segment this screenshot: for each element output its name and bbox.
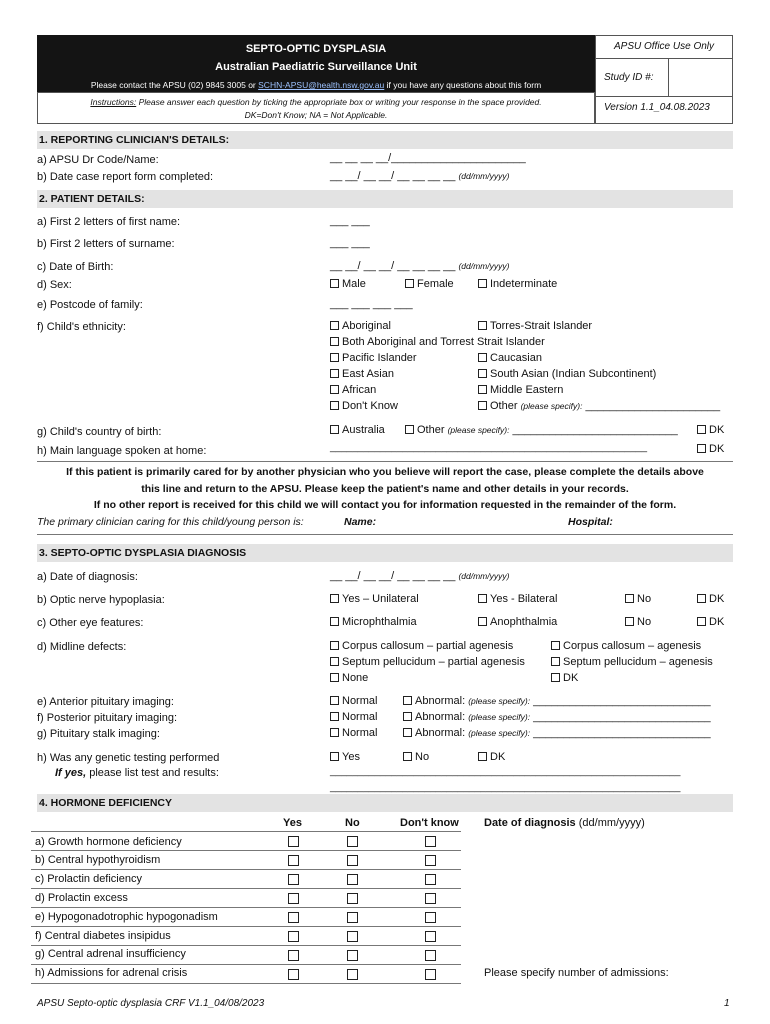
hormone-row-7-no[interactable] (347, 969, 358, 980)
q2f-label: f) Child's ethnicity: (37, 321, 126, 333)
checkbox-icon (330, 321, 339, 330)
hormone-row-6-no[interactable] (347, 950, 358, 961)
eth-east-asian[interactable]: East Asian (330, 368, 394, 380)
q1a-label: a) APSU Dr Code/Name: (37, 154, 159, 166)
hormone-row-7-yes[interactable] (288, 969, 299, 980)
hormone-row-4-yes[interactable] (288, 912, 299, 923)
sex-male[interactable]: Male (330, 278, 366, 290)
midline-sp-agenesis[interactable]: Septum pellucidum – agenesis (551, 656, 713, 668)
eth-african[interactable]: African (330, 384, 376, 396)
anterior-normal[interactable]: Normal (330, 695, 377, 707)
q1b-field[interactable]: __ __/ __ __/ __ __ __ __ (dd/mm/yyyy) (330, 170, 510, 182)
checkbox-icon (330, 369, 339, 378)
q2c-label: c) Date of Birth: (37, 261, 114, 273)
midline-cc-agenesis[interactable]: Corpus callosum – agenesis (551, 640, 701, 652)
checkbox-icon (478, 617, 487, 626)
hormone-row-0-no[interactable] (347, 836, 358, 847)
checkbox-icon (403, 752, 412, 761)
q2b-field[interactable]: ___ ___ (330, 237, 370, 249)
q1a-field[interactable]: __ __ __ __/______________________ (330, 152, 526, 164)
q2e-field[interactable]: ___ ___ ___ ___ (330, 298, 413, 310)
checkbox-icon (330, 617, 339, 626)
checkbox-icon (403, 696, 412, 705)
sex-female[interactable]: Female (405, 278, 454, 290)
q2c-field[interactable]: __ __/ __ __/ __ __ __ __ (dd/mm/yyyy) (330, 260, 510, 272)
midline-cc-partial[interactable]: Corpus callosum – partial agenesis (330, 640, 513, 652)
hormone-row-label: g) Central adrenal insufficiency (35, 948, 186, 960)
study-id-field[interactable] (669, 60, 732, 96)
hormone-row-label: f) Central diabetes insipidus (35, 930, 171, 942)
notice-line-1: If this patient is primarily cared for by another physician who you believe will report the case, please complete the details above (66, 466, 704, 478)
checkbox-icon (478, 401, 487, 410)
onh-no[interactable]: No (625, 593, 651, 605)
q3g-label: g) Pituitary stalk imaging: (37, 728, 160, 740)
genetic-results-line-2[interactable]: _______________________________________________________________ (330, 782, 681, 793)
midline-dk[interactable]: DK (551, 672, 578, 684)
checkbox-icon (330, 594, 339, 603)
hormone-row-label: d) Prolactin excess (35, 892, 128, 904)
hormone-row-2-no[interactable] (347, 874, 358, 885)
checkbox-icon (330, 657, 339, 666)
office-use-title: APSU Office Use Only (596, 36, 732, 59)
checkbox-icon (697, 594, 706, 603)
hormone-row-4-no[interactable] (347, 912, 358, 923)
stalk-abnormal[interactable]: Abnormal: (please specify): _____________________________ (403, 727, 711, 739)
checkbox-icon (551, 657, 560, 666)
col-yes: Yes (283, 817, 302, 829)
q2d-label: d) Sex: (37, 279, 72, 291)
q3h-label: h) Was any genetic testing performed (37, 752, 220, 764)
checkbox-icon (330, 696, 339, 705)
q1b-label: b) Date case report form completed: (37, 171, 214, 183)
admissions-note: Please specify number of admissions: (484, 967, 669, 979)
checkbox-icon (330, 337, 339, 346)
primary-divider (37, 534, 733, 535)
hormone-row-6-yes[interactable] (288, 950, 299, 961)
checkbox-icon (403, 728, 412, 737)
footer-version: APSU Septo-optic dysplasia CRF V1.1_04/08/2023 (37, 998, 265, 1009)
hormone-row-3-yes[interactable] (288, 893, 299, 904)
posterior-normal[interactable]: Normal (330, 711, 377, 723)
eth-caucasian[interactable]: Caucasian (478, 352, 542, 364)
genetic-dk[interactable]: DK (478, 751, 505, 763)
q3e-label: e) Anterior pituitary imaging: (37, 696, 174, 708)
study-id-label: Study ID #: (596, 59, 732, 97)
hormone-row-1-dk[interactable] (425, 855, 436, 866)
hormone-row-2-yes[interactable] (288, 874, 299, 885)
q2h-field[interactable]: _________________________________________________________ (330, 442, 648, 453)
page-number: 1 (724, 998, 730, 1009)
contact-email-link[interactable]: SCHN-APSU@health.nsw.gov.au (258, 80, 385, 90)
hormone-row-label: c) Prolactin deficiency (35, 873, 142, 885)
q3c-label: c) Other eye features: (37, 617, 144, 629)
section-3-title: 3. SEPTO-OPTIC DYSPLASIA DIAGNOSIS (37, 544, 733, 562)
checkbox-icon (403, 712, 412, 721)
genetic-yes[interactable]: Yes (330, 751, 360, 763)
eth-aboriginal[interactable]: Aboriginal (330, 320, 391, 332)
checkbox-icon (697, 617, 706, 626)
checkbox-icon (330, 728, 339, 737)
language-dk[interactable]: DK (697, 443, 724, 455)
midline-none[interactable]: None (330, 672, 368, 684)
hormone-row-4-dk[interactable] (425, 912, 436, 923)
instructions-box: Instructions: Please answer each question by ticking the appropriate box or writing your response in the space provided. DK=Don't Know; NA = Not Applicable. (37, 92, 595, 124)
midline-sp-partial[interactable]: Septum pellucidum – partial agenesis (330, 656, 525, 668)
q2a-label: a) First 2 letters of first name: (37, 216, 181, 228)
version-label: Version 1.1_04.08.2023 (604, 102, 710, 113)
hormone-row-1-no[interactable] (347, 855, 358, 866)
q3d-label: d) Midline defects: (37, 641, 127, 653)
eth-south-asian[interactable]: South Asian (Indian Subcontinent) (478, 368, 656, 380)
checkbox-icon (625, 594, 634, 603)
q2e-label: e) Postcode of family: (37, 299, 143, 311)
q3a-label: a) Date of diagnosis: (37, 571, 138, 583)
q2b-label: b) First 2 letters of surname: (37, 238, 175, 250)
checkbox-icon (478, 321, 487, 330)
form-unit: Australian Paediatric Surveillance Unit (215, 61, 417, 73)
col-no: No (345, 817, 360, 829)
checkbox-icon (551, 641, 560, 650)
checkbox-icon (330, 353, 339, 362)
checkbox-icon (330, 752, 339, 761)
primary-name-label[interactable]: Name: (344, 516, 377, 528)
eth-both[interactable]: Both Aboriginal and Torrest Strait Islander (330, 336, 545, 348)
checkbox-icon (330, 279, 339, 288)
checkbox-icon (697, 444, 706, 453)
eye-no[interactable]: No (625, 616, 651, 628)
primary-clinician-label: The primary clinician caring for this child/young person is: (37, 516, 304, 528)
checkbox-icon (330, 673, 339, 682)
birth-australia[interactable]: Australia (330, 424, 385, 436)
checkbox-icon (478, 594, 487, 603)
q3f-label: f) Posterior pituitary imaging: (37, 712, 177, 724)
col-dont-know: Don't know (400, 817, 459, 829)
q2g-label: g) Child's country of birth: (37, 426, 162, 438)
q3h-sublabel: If yes, please list test and results: (55, 767, 219, 779)
form-header (37, 35, 595, 92)
genetic-no[interactable]: No (403, 751, 429, 763)
notice-line-2: this line and return to the APSU. Please keep the patient's name and other details in your records. (141, 483, 629, 495)
primary-hospital-label[interactable]: Hospital: (568, 516, 613, 528)
birth-other[interactable]: Other (please specify): ___________________________ (405, 424, 678, 436)
hormone-row-5-yes[interactable] (288, 931, 299, 942)
q2a-field[interactable]: ___ ___ (330, 215, 370, 227)
eth-middle-eastern[interactable]: Middle Eastern (478, 384, 563, 396)
contact-line: Please contact the APSU (02) 9845 3005 or SCHN-APSU@health.nsw.gov.au if you have any questions about this form (90, 80, 542, 90)
form-title: SEPTO-OPTIC DYSPLASIA (245, 43, 387, 55)
hormone-row-6-dk[interactable] (425, 950, 436, 961)
birth-dk[interactable]: DK (697, 424, 724, 436)
eye-dk[interactable]: DK (697, 616, 724, 628)
checkbox-icon (330, 425, 339, 434)
office-use-box (595, 35, 733, 124)
eth-pacific[interactable]: Pacific Islander (330, 352, 417, 364)
anterior-abnormal[interactable]: Abnormal: (please specify): _____________________________ (403, 695, 711, 707)
checkbox-icon (405, 279, 414, 288)
q3a-field[interactable]: __ __/ __ __/ __ __ __ __ (dd/mm/yyyy) (330, 570, 510, 582)
checkbox-icon (478, 279, 487, 288)
stalk-normal[interactable]: Normal (330, 727, 377, 739)
onh-dk[interactable]: DK (697, 593, 724, 605)
hormone-row-1-yes[interactable] (288, 855, 299, 866)
section-4-title: 4. HORMONE DEFICIENCY (37, 794, 733, 812)
eye-microphthalmia[interactable]: Microphthalmia (330, 616, 417, 628)
hormone-row-5-dk[interactable] (425, 931, 436, 942)
eth-other[interactable]: Other (please specify): ______________________ (478, 400, 720, 412)
hormone-row-label: b) Central hypothyroidism (35, 854, 161, 866)
hormone-row-label: a) Growth hormone deficiency (35, 836, 182, 848)
checkbox-icon (478, 752, 487, 761)
hormone-row-5-no[interactable] (347, 931, 358, 942)
hormone-row-3-no[interactable] (347, 893, 358, 904)
checkbox-icon (551, 673, 560, 682)
hormone-row-2-dk[interactable] (425, 874, 436, 885)
posterior-abnormal[interactable]: Abnormal: (please specify): _____________________________ (403, 711, 711, 723)
checkbox-icon (405, 425, 414, 434)
hormone-row-0-dk[interactable] (425, 836, 436, 847)
eth-dont-know[interactable]: Don't Know (330, 400, 398, 412)
notice-line-3: If no other report is received for this child we will contact you for information requested in the remainder of the form. (93, 499, 677, 511)
col-date: Date of diagnosis (dd/mm/yyyy) (484, 817, 645, 829)
checkbox-icon (330, 712, 339, 721)
onh-unilateral[interactable]: Yes – Unilateral (330, 593, 419, 605)
checkbox-icon (330, 401, 339, 410)
checkbox-icon (697, 425, 706, 434)
section-1-title: 1. REPORTING CLINICIAN'S DETAILS: (37, 131, 733, 149)
hormone-row-3-dk[interactable] (425, 893, 436, 904)
eth-torres-strait[interactable]: Torres-Strait Islander (478, 320, 592, 332)
checkbox-icon (330, 385, 339, 394)
q3b-label: b) Optic nerve hypoplasia: (37, 594, 165, 606)
checkbox-icon (478, 353, 487, 362)
checkbox-icon (478, 385, 487, 394)
hormone-row-label: e) Hypogonadotrophic hypogonadism (35, 911, 218, 923)
checkbox-icon (330, 641, 339, 650)
notice-divider (37, 461, 733, 462)
hormone-row-0-yes[interactable] (288, 836, 299, 847)
checkbox-icon (478, 369, 487, 378)
checkbox-icon (625, 617, 634, 626)
hormone-row-label: h) Admissions for adrenal crisis (35, 967, 188, 979)
sex-indeterminate[interactable]: Indeterminate (478, 278, 557, 290)
onh-bilateral[interactable]: Yes - Bilateral (478, 593, 557, 605)
section-2-title: 2. PATIENT DETAILS: (37, 190, 733, 208)
hormone-row-7-dk[interactable] (425, 969, 436, 980)
q2h-label: h) Main language spoken at home: (37, 445, 207, 457)
eye-anophthalmia[interactable]: Anophthalmia (478, 616, 557, 628)
genetic-results-line-1[interactable]: _______________________________________________________________ (330, 766, 681, 777)
